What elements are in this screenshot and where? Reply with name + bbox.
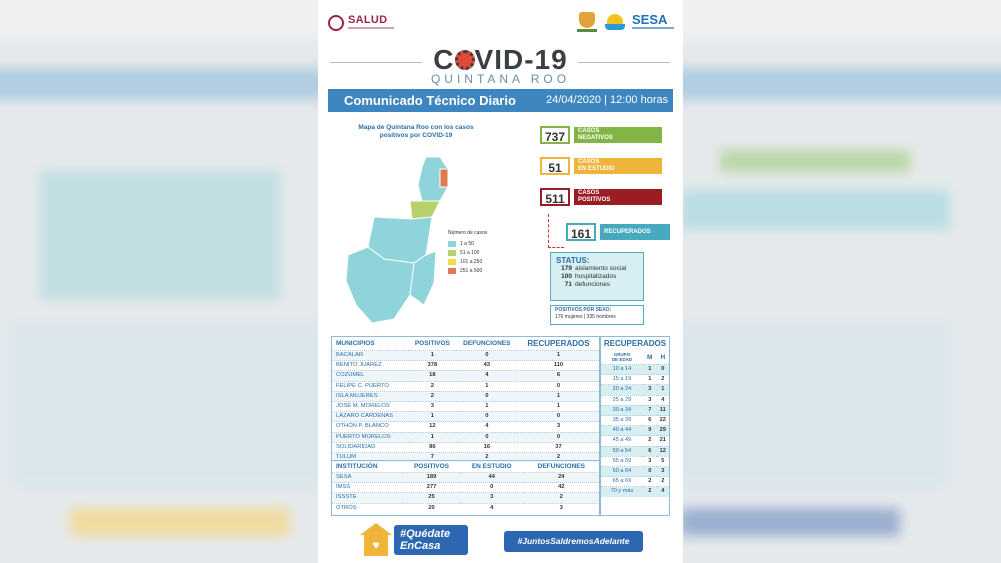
table-cell: 2 <box>643 487 657 497</box>
table-cell: OTROS <box>332 503 403 513</box>
table-cell: SESA <box>332 473 403 483</box>
table-cell: 43 <box>456 361 518 371</box>
table-cell: 55 a 59 <box>601 456 643 466</box>
poster-title <box>318 44 683 86</box>
table-row <box>332 371 599 381</box>
table-cell: 25 <box>403 493 460 503</box>
table-cell: 9 <box>643 426 657 436</box>
page-title: C VID-19 <box>433 44 568 75</box>
table-row <box>601 416 669 426</box>
legend-item: 101 a 250 <box>448 257 506 266</box>
table-header: INSTITUCIÓN <box>336 463 378 470</box>
table-cell: 12 <box>657 446 669 456</box>
table-cell: 1 <box>518 402 599 412</box>
table-row <box>601 477 669 487</box>
table-header: EN ESTUDIO <box>471 463 512 470</box>
table-cell: 0 <box>456 351 518 361</box>
table-cell: 189 <box>403 473 460 483</box>
table-header: POSITIVOS <box>413 463 449 470</box>
table-row <box>601 395 669 405</box>
legend-title: Número de casos <box>448 230 488 236</box>
table-header: MUNICIPIOS <box>336 340 375 347</box>
table-cell: 18 <box>409 371 456 381</box>
table-cell: SOLIDARIDAD <box>332 442 409 452</box>
table-cell: 3 <box>409 402 456 412</box>
table-cell: 0 <box>518 381 599 391</box>
positivos-por-sexo: POSITIVOS POR SEXO: 176 mujeres | 335 hombres <box>550 305 644 325</box>
table-title: RECUPERADOS <box>603 339 667 348</box>
map-region-solidaridad <box>410 201 440 219</box>
table-row <box>332 361 599 371</box>
legend-item: 1 a 50 <box>448 239 506 248</box>
status-row: 179 aislamiento social <box>561 265 627 272</box>
salud-label: SALUD <box>348 14 388 26</box>
poster-header <box>318 8 683 38</box>
instituciones-table <box>331 460 600 516</box>
table-header: M <box>647 353 653 361</box>
table-row <box>601 487 669 497</box>
map-title: Mapa de Quintana Roo con los casos positivos por COVID-19 <box>358 124 474 139</box>
table-cell: 86 <box>409 442 456 452</box>
recuperados-edad-table <box>600 336 670 516</box>
table-cell: 6 <box>643 446 657 456</box>
juntos-saldremos-badge: #JuntosSaldremosAdelante <box>504 531 643 552</box>
page-subtitle: QUINTANA ROO <box>430 72 571 86</box>
table-row <box>332 503 599 513</box>
quintana-roo-map <box>344 155 459 325</box>
table-row <box>601 405 669 415</box>
table-cell: 1 <box>409 432 456 442</box>
table-cell: 3 <box>643 395 657 405</box>
table-cell: 1 <box>409 351 456 361</box>
map-legend <box>448 230 506 275</box>
table-cell: 0 <box>518 412 599 422</box>
table-cell: 65 a 69 <box>601 477 643 487</box>
table-cell: 2 <box>409 391 456 401</box>
table-cell: 7 <box>409 453 456 463</box>
table-cell: PUERTO MORELOS <box>332 432 409 442</box>
table-cell: 2 <box>657 375 669 385</box>
seal-icon <box>328 15 344 31</box>
table-cell: 24 <box>524 473 599 483</box>
table-cell: 0 <box>456 432 518 442</box>
table-cell: 44 <box>460 473 524 483</box>
table-cell: 6 <box>518 371 599 381</box>
table-header: DEFUNCIONES <box>463 340 511 347</box>
government-shield-logo <box>576 12 598 34</box>
table-cell: 4 <box>460 503 524 513</box>
table-cell: COZUMEL <box>332 371 409 381</box>
table-cell: 3 <box>643 385 657 395</box>
table-cell: 3 <box>518 422 599 432</box>
table-cell: 40 a 44 <box>601 426 643 436</box>
table-cell: 30 a 34 <box>601 405 643 415</box>
table-cell: 25 a 29 <box>601 395 643 405</box>
table-cell: ISSSTE <box>332 493 403 503</box>
table-cell: 10 a 14 <box>601 365 643 375</box>
table-cell: BACALAR <box>332 351 409 361</box>
table-cell: ISLA MUJERES <box>332 391 409 401</box>
table-row <box>332 442 599 452</box>
table-cell: OTHÓN P. BLANCO <box>332 422 409 432</box>
table-cell: 1 <box>657 385 669 395</box>
table-cell: 20 a 24 <box>601 385 643 395</box>
connector-line <box>548 214 564 248</box>
table-cell: 45 a 49 <box>601 436 643 446</box>
banner-date: 24/04/2020 | 12:00 horas <box>546 94 669 106</box>
table-cell: 1 <box>643 375 657 385</box>
table-cell: 7 <box>643 405 657 415</box>
table-cell: 0 <box>456 412 518 422</box>
table-cell: 20 <box>403 503 460 513</box>
table-row <box>332 422 599 432</box>
table-cell: 1 <box>643 365 657 375</box>
status-row: 71 defunciones <box>564 281 611 288</box>
quintana-roo-logo <box>604 12 626 34</box>
table-header: DEFUNCIONES <box>537 463 585 470</box>
table-cell: 70 y más <box>601 487 643 497</box>
table-cell: 42 <box>524 483 599 493</box>
legend-item: 251 a 500 <box>448 266 506 275</box>
status-row: 100 hospitalizados <box>561 273 617 280</box>
table-cell: 29 <box>657 426 669 436</box>
table-cell: 3 <box>524 503 599 513</box>
table-cell: 277 <box>403 483 460 493</box>
table-cell: FELIPE C. PUERTO <box>332 381 409 391</box>
table-cell: 2 <box>643 477 657 487</box>
quedate-en-casa-badge: ♥ #Quédate EnCasa <box>360 523 468 556</box>
table-cell: 1 <box>456 402 518 412</box>
table-cell: 1 <box>518 391 599 401</box>
table-row <box>601 456 669 466</box>
table-row <box>601 385 669 395</box>
table-cell: 4 <box>657 487 669 497</box>
table-header: GRUPO DE EDAD <box>611 352 633 362</box>
table-cell: 110 <box>518 361 599 371</box>
table-cell: 35 a 39 <box>601 416 643 426</box>
table-row <box>601 436 669 446</box>
table-cell: 3 <box>460 493 524 503</box>
table-row <box>601 365 669 375</box>
table-row <box>601 467 669 477</box>
table-cell: 16 <box>456 442 518 452</box>
table-cell: 2 <box>409 381 456 391</box>
table-cell: 3 <box>643 456 657 466</box>
table-cell: 4 <box>456 422 518 432</box>
table-row <box>332 381 599 391</box>
table-cell: 15 a 19 <box>601 375 643 385</box>
communique-banner <box>328 89 673 112</box>
table-cell: 37 <box>518 442 599 452</box>
table-cell: 21 <box>657 436 669 446</box>
table-row <box>601 446 669 456</box>
table-cell: 0 <box>518 432 599 442</box>
table-header: H <box>660 353 666 361</box>
map-region-benito-juarez <box>440 169 448 187</box>
table-cell: 1 <box>456 381 518 391</box>
table-cell: 5 <box>657 456 669 466</box>
table-cell: TULUM <box>332 453 409 463</box>
table-cell: 0 <box>657 365 669 375</box>
table-cell: 12 <box>409 422 456 432</box>
table-row <box>332 432 599 442</box>
table-cell: 378 <box>409 361 456 371</box>
table-cell: JOSÉ M. MORELOS <box>332 402 409 412</box>
table-cell: 11 <box>657 405 669 415</box>
table-cell: 3 <box>657 467 669 477</box>
table-row <box>332 483 599 493</box>
salud-logo <box>328 14 398 36</box>
legend-item: 51 a 100 <box>448 248 506 257</box>
table-cell: 2 <box>657 477 669 487</box>
table-cell: 2 <box>456 453 518 463</box>
table-row <box>332 391 599 401</box>
table-cell: 60 a 64 <box>601 467 643 477</box>
banner-label: Comunicado Técnico Diario <box>344 93 516 108</box>
municipios-table <box>331 336 600 460</box>
table-row <box>332 351 599 361</box>
house-heart-icon: ♥ <box>360 523 392 556</box>
table-cell: LÁZARO CÁRDENAS <box>332 412 409 422</box>
table-cell: 50 a 54 <box>601 446 643 456</box>
table-cell: 2 <box>524 493 599 503</box>
covid-poster: SALUD SESA C VID-19 QUINTANA ROO Comunicado Técnico Diario 24/04/2020 | 12:00 horas Mapa de Quintana Roo con los casos positivos por COVID-19 Número de casos 1 a 50 51 a 100 101 a 250 251 a 500 737 CASOS NEGATIVOS 51 CASOS EN ESTUDIO 511 CASOS POSITIVOS 161 RECUPERADOS STATUS: 179 aislamiento social 100 hospitalizados 71 defunciones POSITIVOS POR SEXO: 176 mujeres | 335 hombres MUNICIPIOS POSITIVOS DEFUNCIONES RECUPERADOS BACALAR 1 0 1 BENITO JUÁREZ 378 43 110 COZUMEL 18 4 6 FELIPE C. PUERTO 2 1 0 ISLA MUJERES 2 0 1 JOSÉ M. MORELOS 3 1 1 LÁZARO CÁRDENAS 1 0 0 OTHÓN P. BLANCO 12 4 3 PUERTO MORELOS 1 0 0 SOLIDARIDAD 86 16 37 TULUM 7 2 2 INSTITUCIÓN POSITIVOS EN ESTUDIO DEFUNCIONES SESA 189 44 24 IMSS 277 0 42 ISSSTE 25 3 2 OTROS 20 4 3 RECUPERADOS GRUPO DE EDAD M H 10 a 14 1 0 15 a 19 1 2 20 a 24 3 1 25 a 29 3 4 30 a 34 7 11 35 a 39 6 22 40 a 44 9 29 45 a 49 2 21 50 a 54 6 12 55 a 59 3 5 60 a 64 0 3 65 a 69 2 2 70 y más 2 4 ♥ #Quédate EnCasa #JuntosSaldremosAdelante <box>318 0 683 563</box>
table-header: POSITIVOS <box>414 340 450 347</box>
table-cell: 1 <box>409 412 456 422</box>
table-header: RECUPERADOS <box>527 339 590 348</box>
table-cell: 6 <box>643 416 657 426</box>
table-cell: BENITO JUÁREZ <box>332 361 409 371</box>
sesa-logo: SESA <box>632 12 668 27</box>
table-cell: 0 <box>643 467 657 477</box>
table-row <box>332 412 599 422</box>
table-row <box>601 426 669 436</box>
status-heading: STATUS: <box>556 256 590 265</box>
table-cell: IMSS <box>332 483 403 493</box>
status-box <box>550 252 644 301</box>
virus-icon <box>455 50 475 70</box>
table-cell: 22 <box>657 416 669 426</box>
table-cell: 0 <box>456 391 518 401</box>
table-cell: 2 <box>518 453 599 463</box>
table-row <box>332 493 599 503</box>
table-cell: 4 <box>456 371 518 381</box>
table-row <box>601 375 669 385</box>
table-cell: 4 <box>657 395 669 405</box>
table-row <box>332 473 599 483</box>
table-cell: 0 <box>460 483 524 493</box>
table-row <box>332 402 599 412</box>
table-cell: 2 <box>643 436 657 446</box>
table-cell: 1 <box>518 351 599 361</box>
